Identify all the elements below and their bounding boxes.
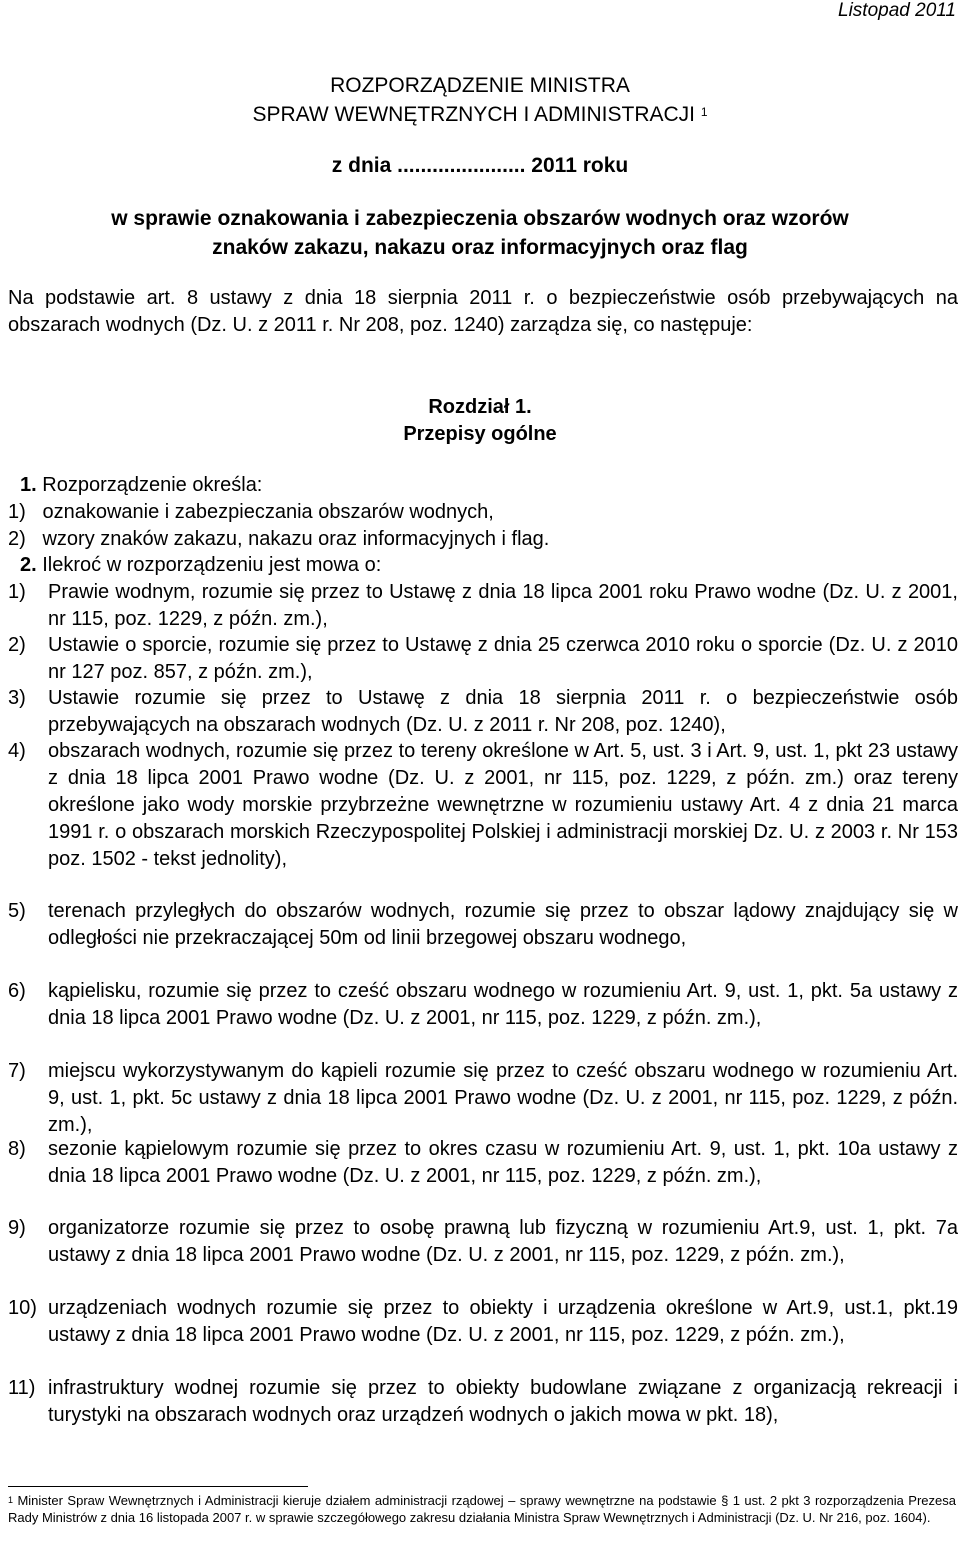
title-line-1: ROZPORZĄDZENIE MINISTRA	[330, 74, 630, 97]
header-date: Listopad 2011	[838, 0, 956, 21]
document-subject: w sprawie oznakowania i zabezpieczenia obszarów wodnych oraz wzorów znaków zakazu, nakazu oraz informacyjnych oraz flag	[111, 207, 849, 259]
definition-item: 10) urządzeniach wodnych rozumie się przez to obiekty i urządzenia określone w Art.9, ust.1, pkt.19 ustawy z dnia 18 lipca 2001 Prawo wodne (Dz. U. z 2001, nr 115, poz. 1229, z późn. zm.),	[8, 1297, 958, 1346]
list-item: 2) wzory znaków zakazu, nakazu oraz informacyjnych i flag.	[8, 528, 550, 550]
document-title	[0, 71, 960, 129]
definition-item: 5) terenach przyległych do obszarów wodnych, rozumie się przez to obszar lądowy znajdujący się w odległości nie przekraczającej 50m od linii brzegowej obszaru wodnego,	[8, 900, 958, 949]
definition-item: 8) sezonie kąpielowym rozumie się przez to okres czasu w rozumieniu Art. 9, ust. 1, pkt. 10a ustawy z dnia 18 lipca 2001 Prawo wodne (Dz. U. z 2001, nr 115, poz. 1229, z późn. zm.),	[8, 1138, 958, 1187]
list-item: 1) oznakowanie i zabezpieczania obszarów wodnych,	[8, 501, 494, 523]
document-date-line: z dnia ...................... 2011 roku	[331, 154, 629, 177]
chapter-label: Rozdział 1.	[428, 396, 532, 418]
definition-item: 9) organizatorze rozumie się przez to osobę prawną lub fizyczną w rozumieniu Art.9, ust. 1, pkt. 7a ustawy z dnia 18 lipca 2001 Prawo wodne (Dz. U. z 2001, nr 115, poz. 1229, z późn. zm.),	[8, 1217, 958, 1266]
definition-item: 3) Ustawie rozumie się przez to Ustawę z dnia 18 sierpnia 2011 r. o bezpieczeństwie osób przebywających na obszarach wodnych (Dz. U. z 2011 r. Nr 208, poz. 1240),	[8, 687, 958, 736]
definition-item: 7) miejscu wykorzystywanym do kąpieli rozumie się przez to cześć obszaru wodnego w rozumieniu Art. 9, ust. 1, pkt. 5c ustawy z dnia 18 lipca 2001 Prawo wodne (Dz. U. z 2001, nr 115, poz. 1229, z późn. zm.),	[8, 1060, 958, 1136]
footnote: $^1$ Minister Spraw Wewnętrznych i Administracji kieruje działem administracji rządowej – sprawy wewnętrzne na podstawie § 1 ust. 2 pkt 3 rozporządzenia Prezesa Rady Ministrów z dnia 16 listopada 2007 r. w sprawie szczegółowego zakresu działania Ministra Spraw Wewnętrznych i Administracji (Dz. U. Nr 216, poz. 1604).	[8, 1493, 956, 1525]
definition-item: 11) infrastruktury wodnej rozumie się przez to obiekty budowlane związane z organizacją rekreacji i turystyki na obszarach wodnych oraz urządzeń wodnych o jakich mowa w pkt. 18),	[8, 1377, 958, 1426]
definition-item: 1) Prawie wodnym, rozumie się przez to Ustawę z dnia 18 lipca 2001 roku Prawo wodne (Dz. U. z 2001, nr 115, poz. 1229, z późn. zm.),	[8, 581, 958, 630]
footnote-mark: 1	[8, 1495, 14, 1505]
paragraph-2-lead: 2. Ilekroć w rozporządzeniu jest mowa o:	[8, 552, 958, 579]
paragraph-mark: 2.	[20, 554, 37, 576]
definition-item: 4) obszarach wodnych, rozumie się przez to tereny określone w Art. 5, ust. 3 i Art. 9, ust. 1, pkt 23 ustawy z dnia 18 lipca 2001 Prawo wodne (Dz. U. z 2001, nr 115, poz. 1229, z późn. zm.) oraz tereny określone jako wody morskie przybrzeżne wewnętrzne w rozumieniu ustawy Art. 4 z dnia 21 marca 1991 r. o obszarach morskich Rzeczypospolitej Polskiej i administracji morskiej Dz. U. z 2003 r. Nr 153 poz. 1502 - tekst jednolity),	[8, 740, 958, 870]
definition-item: 2) Ustawie o sporcie, rozumie się przez to Ustawę z dnia 25 czerwca 2010 roku o sporcie (Dz. U. z 2010 nr 127 poz. 857, z późn. zm.),	[8, 634, 958, 683]
definition-item: 6) kąpielisku, rozumie się przez to cześć obszaru wodnego w rozumieniu Art. 9, ust. 1, pkt. 5a ustawy z dnia 18 lipca 2001 Prawo wodne (Dz. U. z 2001, nr 115, poz. 1229, z późn. zm.),	[8, 980, 958, 1029]
footnote-separator	[8, 1486, 308, 1487]
footnote-reference: 1	[700, 105, 708, 119]
title-line-2: SPRAW WEWNĘTRZNYCH I ADMINISTRACJI $^1$	[252, 103, 708, 126]
paragraph-1-lead: 1. Rozporządzenie określa:	[8, 472, 958, 499]
paragraph-mark: 1.	[20, 474, 37, 496]
legal-basis-intro: Na podstawie art. 8 ustawy z dnia 18 sierpnia 2011 r. o bezpieczeństwie osób przebywających na obszarach wodnych (Dz. U. z 2011 r. Nr 208, poz. 1240) zarządza się, co następuje:	[8, 287, 958, 336]
chapter-title: Przepisy ogólne	[403, 423, 557, 445]
